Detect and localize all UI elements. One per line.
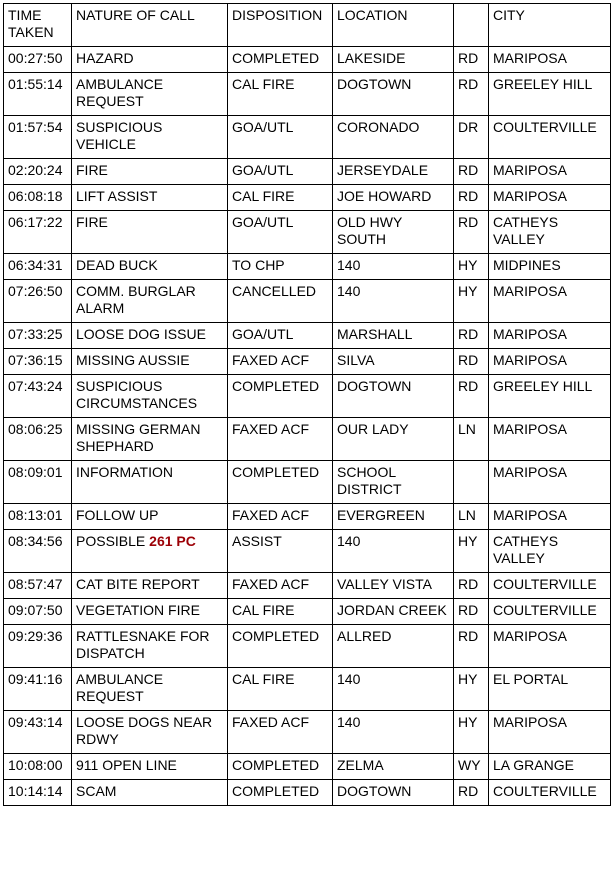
cell-city: MARIPOSA bbox=[489, 504, 611, 530]
table-row bbox=[4, 211, 611, 254]
header-location: LOCATION bbox=[333, 4, 454, 47]
cell-street-suffix: RD bbox=[454, 47, 489, 73]
table-row bbox=[4, 323, 611, 349]
table-row bbox=[4, 599, 611, 625]
cell-disposition: CAL FIRE bbox=[228, 599, 333, 625]
cell-nature bbox=[72, 530, 228, 573]
cell-disposition: GOA/UTL bbox=[228, 116, 333, 159]
cell-time: 08:13:01 bbox=[4, 504, 72, 530]
cell-nature: SUSPICIOUS VEHICLE bbox=[72, 116, 228, 159]
cell-nature: HAZARD bbox=[72, 47, 228, 73]
cell-location: VALLEY VISTA bbox=[333, 573, 454, 599]
cell-street-suffix: HY bbox=[454, 280, 489, 323]
cell-location: DOGTOWN bbox=[333, 780, 454, 806]
cell-nature: LOOSE DOGS NEAR RDWY bbox=[72, 711, 228, 754]
cell-time: 08:09:01 bbox=[4, 461, 72, 504]
header-nature-of-call: NATURE OF CALL bbox=[72, 4, 228, 47]
cell-city: MARIPOSA bbox=[489, 323, 611, 349]
cell-location: CORONADO bbox=[333, 116, 454, 159]
cell-street-suffix: RD bbox=[454, 159, 489, 185]
cell-time: 06:08:18 bbox=[4, 185, 72, 211]
cell-nature: FIRE bbox=[72, 211, 228, 254]
cell-disposition: CAL FIRE bbox=[228, 73, 333, 116]
cell-street-suffix bbox=[454, 461, 489, 504]
cell-city: MIDPINES bbox=[489, 254, 611, 280]
cell-city: MARIPOSA bbox=[489, 418, 611, 461]
table-row bbox=[4, 461, 611, 504]
cell-time: 10:14:14 bbox=[4, 780, 72, 806]
cell-street-suffix: RD bbox=[454, 211, 489, 254]
cell-disposition: CANCELLED bbox=[228, 280, 333, 323]
table-row bbox=[4, 573, 611, 599]
cell-street-suffix: HY bbox=[454, 530, 489, 573]
cell-disposition: FAXED ACF bbox=[228, 349, 333, 375]
cell-disposition: TO CHP bbox=[228, 254, 333, 280]
cell-disposition: COMPLETED bbox=[228, 625, 333, 668]
table-row bbox=[4, 754, 611, 780]
cell-city: MARIPOSA bbox=[489, 711, 611, 754]
cell-location: 140 bbox=[333, 254, 454, 280]
cell-time: 08:57:47 bbox=[4, 573, 72, 599]
header-disposition: DISPOSITION bbox=[228, 4, 333, 47]
cell-time: 02:20:24 bbox=[4, 159, 72, 185]
cell-time: 09:07:50 bbox=[4, 599, 72, 625]
header-city: CITY bbox=[489, 4, 611, 47]
cell-nature: AMBULANCE REQUEST bbox=[72, 73, 228, 116]
call-log-table bbox=[3, 3, 611, 806]
cell-time: 09:29:36 bbox=[4, 625, 72, 668]
cell-nature: 911 OPEN LINE bbox=[72, 754, 228, 780]
cell-nature: AMBULANCE REQUEST bbox=[72, 668, 228, 711]
cell-nature: INFORMATION bbox=[72, 461, 228, 504]
call-log-body bbox=[4, 47, 611, 806]
cell-disposition: CAL FIRE bbox=[228, 668, 333, 711]
table-row bbox=[4, 625, 611, 668]
cell-time: 10:08:00 bbox=[4, 754, 72, 780]
penal-code-highlight: 261 PC bbox=[149, 533, 196, 549]
cell-location: 140 bbox=[333, 711, 454, 754]
cell-disposition: GOA/UTL bbox=[228, 211, 333, 254]
cell-disposition: FAXED ACF bbox=[228, 711, 333, 754]
cell-city: COULTERVILLE bbox=[489, 599, 611, 625]
cell-nature: CAT BITE REPORT bbox=[72, 573, 228, 599]
table-row bbox=[4, 780, 611, 806]
cell-street-suffix: RD bbox=[454, 599, 489, 625]
cell-location: 140 bbox=[333, 280, 454, 323]
cell-city: MARIPOSA bbox=[489, 349, 611, 375]
table-row bbox=[4, 254, 611, 280]
cell-city: CATHEYS VALLEY bbox=[489, 211, 611, 254]
cell-disposition: FAXED ACF bbox=[228, 504, 333, 530]
cell-time: 08:34:56 bbox=[4, 530, 72, 573]
cell-nature: LOOSE DOG ISSUE bbox=[72, 323, 228, 349]
cell-nature: FOLLOW UP bbox=[72, 504, 228, 530]
cell-nature: MISSING GERMAN SHEPHARD bbox=[72, 418, 228, 461]
cell-city: COULTERVILLE bbox=[489, 116, 611, 159]
cell-location: DOGTOWN bbox=[333, 73, 454, 116]
cell-disposition: FAXED ACF bbox=[228, 418, 333, 461]
cell-disposition: COMPLETED bbox=[228, 754, 333, 780]
cell-street-suffix: WY bbox=[454, 754, 489, 780]
cell-disposition: COMPLETED bbox=[228, 47, 333, 73]
cell-city: MARIPOSA bbox=[489, 625, 611, 668]
table-row bbox=[4, 159, 611, 185]
cell-street-suffix: RD bbox=[454, 375, 489, 418]
cell-nature: SUSPICIOUS CIRCUMSTANCES bbox=[72, 375, 228, 418]
table-row bbox=[4, 668, 611, 711]
cell-location: SILVA bbox=[333, 349, 454, 375]
cell-street-suffix: HY bbox=[454, 711, 489, 754]
cell-time: 06:34:31 bbox=[4, 254, 72, 280]
cell-nature: DEAD BUCK bbox=[72, 254, 228, 280]
cell-disposition: FAXED ACF bbox=[228, 573, 333, 599]
cell-street-suffix: RD bbox=[454, 573, 489, 599]
cell-street-suffix: LN bbox=[454, 418, 489, 461]
cell-city: COULTERVILLE bbox=[489, 780, 611, 806]
cell-city: MARIPOSA bbox=[489, 280, 611, 323]
cell-time: 08:06:25 bbox=[4, 418, 72, 461]
cell-time: 07:33:25 bbox=[4, 323, 72, 349]
cell-nature: VEGETATION FIRE bbox=[72, 599, 228, 625]
cell-street-suffix: LN bbox=[454, 504, 489, 530]
cell-nature: COMM. BURGLAR ALARM bbox=[72, 280, 228, 323]
table-row bbox=[4, 375, 611, 418]
cell-location: OUR LADY bbox=[333, 418, 454, 461]
cell-location: SCHOOL DISTRICT bbox=[333, 461, 454, 504]
cell-street-suffix: RD bbox=[454, 349, 489, 375]
cell-location: ZELMA bbox=[333, 754, 454, 780]
cell-time: 01:55:14 bbox=[4, 73, 72, 116]
cell-disposition: ASSIST bbox=[228, 530, 333, 573]
cell-street-suffix: HY bbox=[454, 254, 489, 280]
cell-nature: MISSING AUSSIE bbox=[72, 349, 228, 375]
cell-time: 09:41:16 bbox=[4, 668, 72, 711]
cell-location: DOGTOWN bbox=[333, 375, 454, 418]
cell-location: JERSEYDALE bbox=[333, 159, 454, 185]
cell-city: EL PORTAL bbox=[489, 668, 611, 711]
cell-city: GREELEY HILL bbox=[489, 73, 611, 116]
cell-location: LAKESIDE bbox=[333, 47, 454, 73]
table-row bbox=[4, 418, 611, 461]
nature-text: POSSIBLE bbox=[76, 533, 146, 549]
cell-nature: SCAM bbox=[72, 780, 228, 806]
cell-street-suffix: RD bbox=[454, 323, 489, 349]
cell-time: 07:43:24 bbox=[4, 375, 72, 418]
cell-time: 07:26:50 bbox=[4, 280, 72, 323]
cell-location: EVERGREEN bbox=[333, 504, 454, 530]
table-row bbox=[4, 185, 611, 211]
cell-location: 140 bbox=[333, 530, 454, 573]
cell-time: 07:36:15 bbox=[4, 349, 72, 375]
cell-location: MARSHALL bbox=[333, 323, 454, 349]
cell-street-suffix: RD bbox=[454, 780, 489, 806]
cell-location: 140 bbox=[333, 668, 454, 711]
cell-disposition: COMPLETED bbox=[228, 461, 333, 504]
cell-disposition: GOA/UTL bbox=[228, 159, 333, 185]
header-time-taken: TIME TAKEN bbox=[4, 4, 72, 47]
cell-city: GREELEY HILL bbox=[489, 375, 611, 418]
cell-city: MARIPOSA bbox=[489, 461, 611, 504]
header-row bbox=[4, 4, 611, 47]
cell-city: COULTERVILLE bbox=[489, 573, 611, 599]
table-row bbox=[4, 711, 611, 754]
cell-city: MARIPOSA bbox=[489, 185, 611, 211]
table-row bbox=[4, 47, 611, 73]
table-row bbox=[4, 73, 611, 116]
table-row bbox=[4, 116, 611, 159]
cell-street-suffix: RD bbox=[454, 625, 489, 668]
header-street-suffix bbox=[454, 4, 489, 47]
cell-time: 06:17:22 bbox=[4, 211, 72, 254]
cell-time: 01:57:54 bbox=[4, 116, 72, 159]
cell-time: 00:27:50 bbox=[4, 47, 72, 73]
table-row bbox=[4, 504, 611, 530]
cell-nature: FIRE bbox=[72, 159, 228, 185]
cell-nature: LIFT ASSIST bbox=[72, 185, 228, 211]
cell-disposition: CAL FIRE bbox=[228, 185, 333, 211]
cell-street-suffix: DR bbox=[454, 116, 489, 159]
table-row bbox=[4, 530, 611, 573]
cell-city: MARIPOSA bbox=[489, 47, 611, 73]
cell-city: MARIPOSA bbox=[489, 159, 611, 185]
cell-location: JOE HOWARD bbox=[333, 185, 454, 211]
table-row bbox=[4, 349, 611, 375]
cell-city: CATHEYS VALLEY bbox=[489, 530, 611, 573]
cell-location: ALLRED bbox=[333, 625, 454, 668]
cell-disposition: COMPLETED bbox=[228, 375, 333, 418]
cell-time: 09:43:14 bbox=[4, 711, 72, 754]
table-row bbox=[4, 280, 611, 323]
cell-nature: RATTLESNAKE FOR DISPATCH bbox=[72, 625, 228, 668]
cell-disposition: GOA/UTL bbox=[228, 323, 333, 349]
cell-street-suffix: RD bbox=[454, 185, 489, 211]
cell-disposition: COMPLETED bbox=[228, 780, 333, 806]
cell-location: JORDAN CREEK bbox=[333, 599, 454, 625]
cell-street-suffix: HY bbox=[454, 668, 489, 711]
cell-city: LA GRANGE bbox=[489, 754, 611, 780]
cell-street-suffix: RD bbox=[454, 73, 489, 116]
cell-location: OLD HWY SOUTH bbox=[333, 211, 454, 254]
